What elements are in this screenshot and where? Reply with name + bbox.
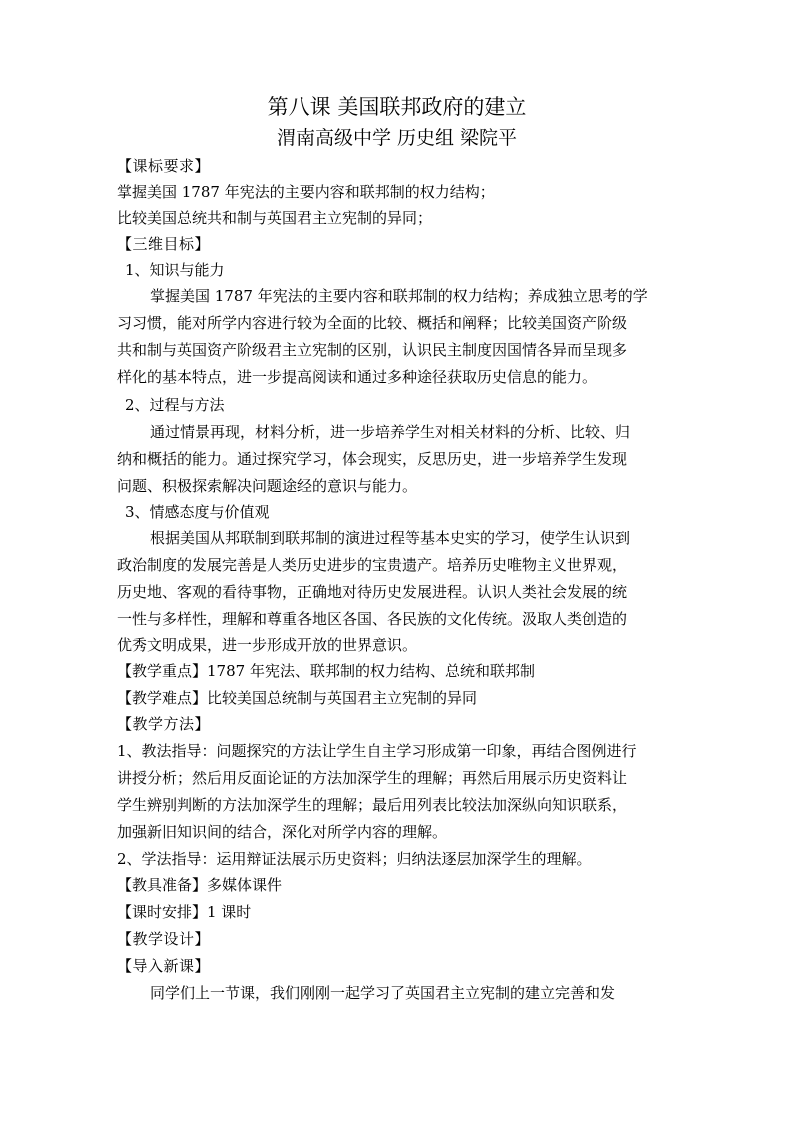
section-heading: 【教学设计】 [117, 930, 211, 948]
paragraph-line: 共和制与英国资产阶级君主立宪制的区别，认识民主制度因国情各异而呈现多 [117, 341, 628, 359]
paragraph-line: 习习惯，能对所学内容进行较为全面的比较、概括和阐释；比较美国资产阶级 [117, 314, 628, 332]
paragraph-line: 2、学法指导：运用辩证法展示历史资料；归纳法逐层加深学生的理解。 [117, 850, 592, 868]
paragraph-line: 学生辨别判断的方法加深学生的理解；最后用列表比较法加深纵向知识联系， [117, 796, 628, 814]
paragraph-line: 掌握美国 1787 年宪法的主要内容和联邦制的权力结构； [117, 183, 495, 201]
paragraph-line: 问题、积极探索解决问题途经的意识与能力。 [117, 477, 418, 495]
paragraph-line: 政治制度的发展完善是人类历史进步的宝贵遗产。培养历史唯物主义世界观， [117, 556, 628, 574]
paragraph-line: 历史地、客观的看待事物，正确地对待历史发展进程。认识人类社会发展的统 [117, 583, 628, 601]
paragraph-line: 一性与多样性，理解和尊重各地区各国、各民族的文化传统。汲取人类创造的 [117, 610, 628, 628]
paragraph-line: 同学们上一节课，我们刚刚一起学习了英国君主立宪制的建立完善和发 [150, 984, 616, 1002]
difficulties-line: 【教学难点】比较美国总统制与英国君主立宪制的异同 [117, 689, 478, 707]
section-heading: 【导入新课】 [117, 957, 211, 975]
paragraph-line: 讲授分析；然后用反面论证的方法加深学生的理解；再然后用展示历史资料让 [117, 769, 628, 787]
paragraph-line: 优秀文明成果，进一步形成开放的世界意识。 [117, 636, 418, 654]
key-points-line: 【教学重点】1787 年宪法、联邦制的权力结构、总统和联邦制 [117, 662, 535, 680]
paragraph-line: 样化的基本特点，进一步提高阅读和通过多种途径获取历史信息的能力。 [117, 368, 598, 386]
section-heading: 【教学方法】 [117, 715, 211, 733]
subsection-heading: 1、知识与能力 [125, 261, 225, 279]
paragraph-line: 比较美国总统共和制与英国君主立宪制的异同； [117, 209, 433, 227]
paragraph-line: 掌握美国 1787 年宪法的主要内容和联邦制的权力结构；养成独立思考的学 [150, 287, 648, 305]
paragraph-line: 根据美国从邦联制到联邦制的演进过程等基本史实的学习，使学生认识到 [150, 529, 631, 547]
paragraph-line: 通过情景再现，材料分析，进一步培养学生对相关材料的分析、比较、归 [150, 423, 631, 441]
page-subtitle: 渭南高级中学 历史组 梁院平 [276, 127, 518, 149]
subsection-heading: 3、情感态度与价值观 [125, 503, 270, 521]
section-heading: 【三维目标】 [117, 235, 211, 253]
class-hours-line: 【课时安排】1 课时 [117, 903, 252, 921]
page-title: 第八课 美国联邦政府的建立 [267, 95, 527, 119]
paragraph-line: 纳和概括的能力。通过探究学习，体会现实，反思历史，进一步培养学生发现 [117, 450, 628, 468]
subsection-heading: 2、过程与方法 [125, 396, 225, 414]
paragraph-line: 加强新旧知识间的结合，深化对所学内容的理解。 [117, 823, 448, 841]
paragraph-line: 1、教法指导：问题探究的方法让学生自主学习形成第一印象，再结合图例进行 [117, 742, 637, 760]
teaching-aids-line: 【教具准备】多媒体课件 [117, 876, 283, 894]
section-heading: 【课标要求】 [117, 157, 211, 175]
